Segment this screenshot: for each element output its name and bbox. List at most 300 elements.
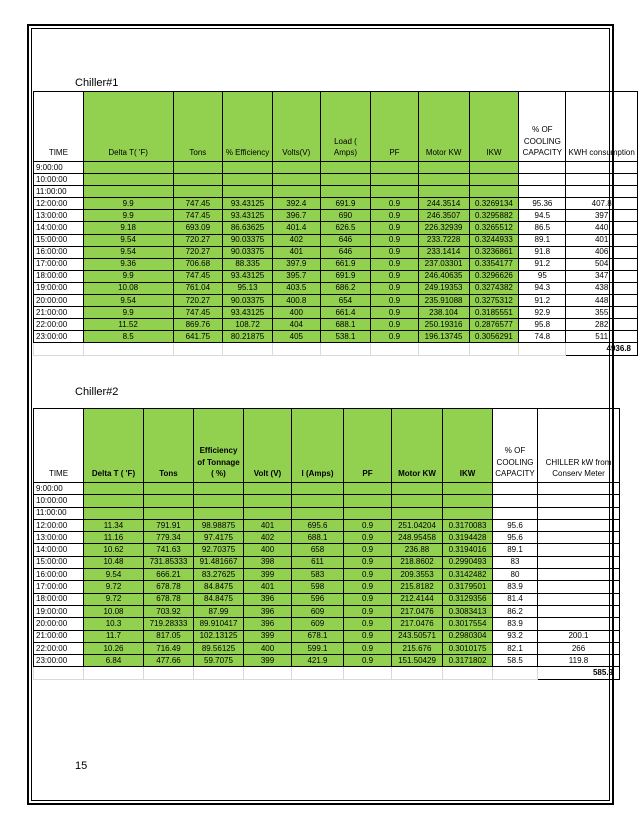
value-cell: 609 xyxy=(292,605,344,617)
value-cell xyxy=(144,507,194,519)
value-cell: 720.27 xyxy=(173,234,223,246)
value-cell: 89.56125 xyxy=(194,642,244,654)
value-cell xyxy=(519,186,566,198)
value-cell xyxy=(418,174,469,186)
value-cell: 0.9 xyxy=(344,605,392,617)
value-cell xyxy=(83,186,173,198)
value-cell: 869.76 xyxy=(173,319,223,331)
value-cell xyxy=(538,556,620,568)
table-row xyxy=(34,174,638,186)
chiller1-header-6: PF xyxy=(371,92,418,162)
value-cell: 598 xyxy=(292,581,344,593)
value-cell: 200.1 xyxy=(538,630,620,642)
table-row xyxy=(34,162,638,174)
value-cell: 438 xyxy=(566,282,638,294)
value-cell: 0.9 xyxy=(371,295,418,307)
value-cell: 395.7 xyxy=(272,270,320,282)
time-cell: 17:00:00 xyxy=(34,258,84,270)
value-cell: 678.78 xyxy=(144,581,194,593)
table-row xyxy=(34,593,620,605)
value-cell: 217.0476 xyxy=(392,605,443,617)
table-row xyxy=(34,186,638,198)
value-cell: 400 xyxy=(272,307,320,319)
value-cell: 396.7 xyxy=(272,210,320,222)
value-cell: 716.49 xyxy=(144,642,194,654)
value-cell: 0.9 xyxy=(344,569,392,581)
value-cell xyxy=(443,507,493,519)
value-cell xyxy=(244,495,292,507)
value-cell: 212.4144 xyxy=(392,593,443,605)
empty-cell xyxy=(292,667,344,679)
value-cell: 11.16 xyxy=(84,532,144,544)
value-cell: 9.72 xyxy=(84,581,144,593)
value-cell: 654 xyxy=(320,295,371,307)
value-cell: 196.13745 xyxy=(418,331,469,343)
chiller1-total: 4936.8 xyxy=(566,343,638,355)
value-cell: 9.54 xyxy=(83,295,173,307)
time-cell: 11:00:00 xyxy=(34,186,84,198)
value-cell: 658 xyxy=(292,544,344,556)
value-cell: 108.72 xyxy=(223,319,273,331)
value-cell xyxy=(493,507,538,519)
value-cell xyxy=(320,174,371,186)
value-cell: 678.78 xyxy=(144,593,194,605)
table-row xyxy=(34,282,638,294)
value-cell: 0.3017554 xyxy=(443,618,493,630)
value-cell: 92.70375 xyxy=(194,544,244,556)
chiller1-header-row xyxy=(34,92,638,162)
value-cell: 0.9 xyxy=(344,556,392,568)
value-cell: 93.2 xyxy=(493,630,538,642)
value-cell: 94.3 xyxy=(519,282,566,294)
empty-cell xyxy=(244,667,292,679)
time-cell: 21:00:00 xyxy=(34,630,84,642)
value-cell: 8.5 xyxy=(83,331,173,343)
value-cell: 91.481667 xyxy=(194,556,244,568)
table-row xyxy=(34,295,638,307)
value-cell: 400 xyxy=(244,544,292,556)
value-cell: 0.3194016 xyxy=(443,544,493,556)
table-row xyxy=(34,569,620,581)
value-cell: 235.91088 xyxy=(418,295,469,307)
value-cell: 94.5 xyxy=(519,210,566,222)
value-cell xyxy=(392,507,443,519)
value-cell: 0.9 xyxy=(344,593,392,605)
time-cell: 21:00:00 xyxy=(34,307,84,319)
value-cell: 719.28333 xyxy=(144,618,194,630)
time-cell: 20:00:00 xyxy=(34,618,84,630)
value-cell: 151.50429 xyxy=(392,655,443,667)
time-cell: 19:00:00 xyxy=(34,605,84,617)
value-cell: 392.4 xyxy=(272,198,320,210)
value-cell: 9.36 xyxy=(83,258,173,270)
value-cell: 0.3010175 xyxy=(443,642,493,654)
value-cell: 791.91 xyxy=(144,519,194,531)
value-cell: 282 xyxy=(566,319,638,331)
chiller1-header-0: TIME xyxy=(34,92,84,162)
value-cell: 0.3269134 xyxy=(469,198,519,210)
value-cell: 119.8 xyxy=(538,655,620,667)
value-cell: 400.8 xyxy=(272,295,320,307)
table-row xyxy=(34,270,638,282)
time-cell: 18:00:00 xyxy=(34,593,84,605)
value-cell: 404 xyxy=(272,319,320,331)
value-cell: 703.92 xyxy=(144,605,194,617)
value-cell: 91.2 xyxy=(519,258,566,270)
value-cell: 92.9 xyxy=(519,307,566,319)
table-row xyxy=(34,319,638,331)
table-row xyxy=(34,258,638,270)
value-cell: 0.9 xyxy=(371,198,418,210)
value-cell: 248.95458 xyxy=(392,532,443,544)
value-cell: 91.8 xyxy=(519,246,566,258)
value-cell: 688.1 xyxy=(320,319,371,331)
value-cell: 59.7075 xyxy=(194,655,244,667)
value-cell: 0.3056291 xyxy=(469,331,519,343)
chiller1-table xyxy=(33,91,638,356)
value-cell xyxy=(173,186,223,198)
empty-cell xyxy=(173,343,223,355)
value-cell xyxy=(272,174,320,186)
value-cell: 686.2 xyxy=(320,282,371,294)
empty-cell xyxy=(418,343,469,355)
value-cell: 747.45 xyxy=(173,270,223,282)
value-cell xyxy=(292,483,344,495)
value-cell xyxy=(392,495,443,507)
value-cell xyxy=(292,495,344,507)
value-cell: 86.5 xyxy=(519,222,566,234)
value-cell: 400 xyxy=(244,642,292,654)
value-cell: 405 xyxy=(272,331,320,343)
chiller1-header-7: Motor KW xyxy=(418,92,469,162)
value-cell: 538.1 xyxy=(320,331,371,343)
value-cell: 217.0476 xyxy=(392,618,443,630)
value-cell: 448 xyxy=(566,295,638,307)
value-cell: 87.99 xyxy=(194,605,244,617)
value-cell: 233.1414 xyxy=(418,246,469,258)
time-cell: 9:00:00 xyxy=(34,162,84,174)
time-cell: 10:00:00 xyxy=(34,174,84,186)
value-cell: 693.09 xyxy=(173,222,223,234)
value-cell: 246.40635 xyxy=(418,270,469,282)
value-cell: 9.54 xyxy=(84,569,144,581)
value-cell: 82.1 xyxy=(493,642,538,654)
time-cell: 9:00:00 xyxy=(34,483,84,495)
value-cell: 0.3274382 xyxy=(469,282,519,294)
value-cell: 95 xyxy=(519,270,566,282)
chiller2-header-8: IKW xyxy=(443,409,493,483)
value-cell xyxy=(244,483,292,495)
table-row xyxy=(34,483,620,495)
value-cell xyxy=(519,174,566,186)
value-cell: 401 xyxy=(566,234,638,246)
chiller2-header-5: I (Amps) xyxy=(292,409,344,483)
value-cell: 86.2 xyxy=(493,605,538,617)
value-cell: 93.43125 xyxy=(223,270,273,282)
empty-cell xyxy=(320,343,371,355)
value-cell: 218.8602 xyxy=(392,556,443,568)
value-cell xyxy=(538,483,620,495)
value-cell: 83.9 xyxy=(493,581,538,593)
value-cell xyxy=(538,507,620,519)
value-cell xyxy=(84,495,144,507)
value-cell: 706.68 xyxy=(173,258,223,270)
value-cell: 90.03375 xyxy=(223,295,273,307)
value-cell: 9.9 xyxy=(83,210,173,222)
value-cell: 641.75 xyxy=(173,331,223,343)
table-row xyxy=(34,246,638,258)
value-cell xyxy=(469,186,519,198)
chiller2-header-0: TIME xyxy=(34,409,84,483)
value-cell: 9.9 xyxy=(83,198,173,210)
value-cell: 95.8 xyxy=(519,319,566,331)
chiller2-header-7: Motor KW xyxy=(392,409,443,483)
chiller2-header-1: Delta T ( 'F) xyxy=(84,409,144,483)
value-cell: 0.3275312 xyxy=(469,295,519,307)
value-cell: 249.19353 xyxy=(418,282,469,294)
value-cell: 102.13125 xyxy=(194,630,244,642)
chiller1-header-8: IKW xyxy=(469,92,519,162)
value-cell xyxy=(292,507,344,519)
value-cell: 511 xyxy=(566,331,638,343)
value-cell xyxy=(83,162,173,174)
time-cell: 23:00:00 xyxy=(34,331,84,343)
value-cell: 731.85333 xyxy=(144,556,194,568)
value-cell: 250.19316 xyxy=(418,319,469,331)
value-cell: 402 xyxy=(244,532,292,544)
value-cell: 817.05 xyxy=(144,630,194,642)
value-cell xyxy=(443,483,493,495)
time-cell: 18:00:00 xyxy=(34,270,84,282)
empty-cell xyxy=(392,667,443,679)
value-cell: 0.9 xyxy=(371,331,418,343)
value-cell: 401 xyxy=(244,519,292,531)
value-cell xyxy=(173,162,223,174)
time-cell: 22:00:00 xyxy=(34,319,84,331)
value-cell xyxy=(538,593,620,605)
chiller2-heading: Chiller#2 xyxy=(75,386,119,398)
value-cell: 0.3194428 xyxy=(443,532,493,544)
value-cell: 720.27 xyxy=(173,246,223,258)
value-cell xyxy=(144,483,194,495)
value-cell xyxy=(173,174,223,186)
value-cell: 0.3295882 xyxy=(469,210,519,222)
value-cell: 646 xyxy=(320,234,371,246)
value-cell: 0.3170083 xyxy=(443,519,493,531)
time-cell: 16:00:00 xyxy=(34,569,84,581)
value-cell xyxy=(320,186,371,198)
value-cell: 403.5 xyxy=(272,282,320,294)
value-cell xyxy=(344,495,392,507)
value-cell xyxy=(83,174,173,186)
value-cell: 611 xyxy=(292,556,344,568)
empty-cell xyxy=(344,667,392,679)
value-cell: 80.21875 xyxy=(223,331,273,343)
chiller2-header-9: % OF COOLING CAPACITY xyxy=(493,409,538,483)
value-cell: 11.34 xyxy=(84,519,144,531)
chiller2-header-row xyxy=(34,409,620,483)
value-cell xyxy=(538,519,620,531)
value-cell xyxy=(144,495,194,507)
value-cell xyxy=(320,162,371,174)
chiller1-header-10: KWH consumption xyxy=(566,92,638,162)
value-cell xyxy=(223,162,273,174)
value-cell: 93.43125 xyxy=(223,210,273,222)
value-cell: 397 xyxy=(566,210,638,222)
value-cell: 89.910417 xyxy=(194,618,244,630)
value-cell xyxy=(538,581,620,593)
value-cell: 83.9 xyxy=(493,618,538,630)
value-cell: 720.27 xyxy=(173,295,223,307)
value-cell: 209.3553 xyxy=(392,569,443,581)
table-row xyxy=(34,630,620,642)
value-cell: 583 xyxy=(292,569,344,581)
value-cell: 95.36 xyxy=(519,198,566,210)
value-cell: 89.1 xyxy=(493,544,538,556)
time-cell: 14:00:00 xyxy=(34,544,84,556)
value-cell: 504 xyxy=(566,258,638,270)
value-cell xyxy=(272,162,320,174)
value-cell xyxy=(566,162,638,174)
empty-cell xyxy=(493,667,538,679)
value-cell: 97.4175 xyxy=(194,532,244,544)
value-cell: 93.43125 xyxy=(223,198,273,210)
value-cell: 0.9 xyxy=(371,246,418,258)
empty-cell xyxy=(272,343,320,355)
value-cell: 9.72 xyxy=(84,593,144,605)
chiller2-header-3: Efficiency of Tonnage ( %) xyxy=(194,409,244,483)
value-cell xyxy=(371,174,418,186)
value-cell: 86.63625 xyxy=(223,222,273,234)
chiller1-header-4: Volts(V) xyxy=(272,92,320,162)
value-cell: 779.34 xyxy=(144,532,194,544)
value-cell: 661.4 xyxy=(320,307,371,319)
value-cell: 238.104 xyxy=(418,307,469,319)
value-cell: 93.43125 xyxy=(223,307,273,319)
value-cell: 666.21 xyxy=(144,569,194,581)
table-row xyxy=(34,331,638,343)
empty-cell xyxy=(144,667,194,679)
value-cell: 347 xyxy=(566,270,638,282)
value-cell: 236.88 xyxy=(392,544,443,556)
time-cell: 10:00:00 xyxy=(34,495,84,507)
value-cell: 0.3244933 xyxy=(469,234,519,246)
value-cell: 266 xyxy=(538,642,620,654)
value-cell xyxy=(443,495,493,507)
value-cell xyxy=(538,532,620,544)
value-cell: 246.3507 xyxy=(418,210,469,222)
value-cell: 0.9 xyxy=(371,234,418,246)
value-cell: 678.1 xyxy=(292,630,344,642)
table-row xyxy=(34,519,620,531)
value-cell xyxy=(519,162,566,174)
chiller2-header-10: CHILLER kW from Conserv Meter xyxy=(538,409,620,483)
empty-cell xyxy=(34,343,84,355)
chiller1-header-1: Delta T( 'F) xyxy=(83,92,173,162)
value-cell xyxy=(223,174,273,186)
value-cell: 10.26 xyxy=(84,642,144,654)
value-cell: 401 xyxy=(244,581,292,593)
chiller1-header-3: % Efficiency xyxy=(223,92,273,162)
value-cell: 747.45 xyxy=(173,210,223,222)
value-cell: 0.3265512 xyxy=(469,222,519,234)
value-cell: 9.54 xyxy=(83,234,173,246)
time-cell: 12:00:00 xyxy=(34,519,84,531)
value-cell xyxy=(194,495,244,507)
value-cell: 243.50571 xyxy=(392,630,443,642)
value-cell: 88.335 xyxy=(223,258,273,270)
empty-cell xyxy=(83,343,173,355)
value-cell: 691.9 xyxy=(320,198,371,210)
time-cell: 23:00:00 xyxy=(34,655,84,667)
value-cell: 83.27625 xyxy=(194,569,244,581)
value-cell: 0.3296626 xyxy=(469,270,519,282)
value-cell: 626.5 xyxy=(320,222,371,234)
value-cell xyxy=(566,186,638,198)
value-cell xyxy=(469,174,519,186)
value-cell xyxy=(538,618,620,630)
value-cell xyxy=(84,483,144,495)
value-cell: 609 xyxy=(292,618,344,630)
value-cell xyxy=(538,544,620,556)
time-cell: 22:00:00 xyxy=(34,642,84,654)
value-cell: 0.9 xyxy=(344,630,392,642)
chiller2-total-row xyxy=(34,667,620,679)
value-cell xyxy=(371,162,418,174)
value-cell: 0.9 xyxy=(371,210,418,222)
value-cell: 747.45 xyxy=(173,198,223,210)
value-cell: 6.84 xyxy=(84,655,144,667)
value-cell xyxy=(538,605,620,617)
value-cell: 0.3185551 xyxy=(469,307,519,319)
value-cell xyxy=(392,483,443,495)
value-cell: 58.5 xyxy=(493,655,538,667)
time-cell: 17:00:00 xyxy=(34,581,84,593)
value-cell: 397.9 xyxy=(272,258,320,270)
value-cell: 402 xyxy=(272,234,320,246)
value-cell: 10.48 xyxy=(84,556,144,568)
value-cell: 661.9 xyxy=(320,258,371,270)
empty-cell xyxy=(443,667,493,679)
value-cell: 11.7 xyxy=(84,630,144,642)
value-cell: 0.2990493 xyxy=(443,556,493,568)
value-cell: 0.3083413 xyxy=(443,605,493,617)
value-cell: 0.3236861 xyxy=(469,246,519,258)
value-cell: 0.9 xyxy=(344,618,392,630)
table-row xyxy=(34,642,620,654)
value-cell xyxy=(538,495,620,507)
value-cell: 251.04204 xyxy=(392,519,443,531)
value-cell: 406 xyxy=(566,246,638,258)
time-cell: 13:00:00 xyxy=(34,532,84,544)
value-cell: 401.4 xyxy=(272,222,320,234)
time-cell: 15:00:00 xyxy=(34,234,84,246)
empty-cell xyxy=(34,667,84,679)
value-cell: 74.8 xyxy=(519,331,566,343)
time-cell: 11:00:00 xyxy=(34,507,84,519)
value-cell: 396 xyxy=(244,618,292,630)
value-cell: 396 xyxy=(244,593,292,605)
value-cell: 9.18 xyxy=(83,222,173,234)
value-cell: 0.9 xyxy=(344,544,392,556)
chiller2-header-4: Volt (V) xyxy=(244,409,292,483)
value-cell: 477.66 xyxy=(144,655,194,667)
value-cell: 401 xyxy=(272,246,320,258)
value-cell: 233.7228 xyxy=(418,234,469,246)
value-cell xyxy=(344,507,392,519)
value-cell: 10.3 xyxy=(84,618,144,630)
value-cell xyxy=(272,186,320,198)
